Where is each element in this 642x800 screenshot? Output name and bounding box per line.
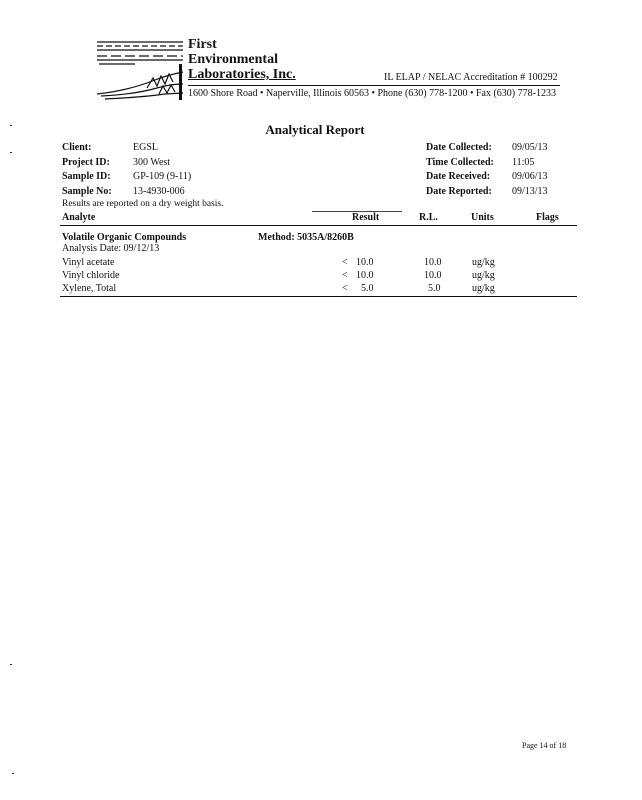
method-text: Method: 5035A/8260B [258, 232, 354, 243]
header-rl: R.L. [419, 212, 438, 223]
table-row-result: 5.0 [361, 283, 374, 294]
scan-mark [10, 664, 12, 665]
company-name-line2: Environmental [188, 52, 278, 67]
report-title: Analytical Report [265, 122, 365, 137]
sample-no-label: Sample No: [62, 185, 112, 197]
header-rule [60, 225, 577, 226]
table-row-result: 10.0 [356, 270, 374, 281]
basis-note: Results are reported on a dry weight basis. [62, 199, 224, 209]
header-units: Units [471, 212, 494, 223]
date-received-label: Date Received: [426, 171, 491, 182]
client-value: EGSL [133, 142, 158, 153]
date-received-value: 09/06/13 [512, 171, 548, 182]
page-number: Page 14 of 18 [522, 741, 567, 750]
table-row-rl: 10.0 [424, 257, 442, 268]
client-label: Client: [62, 142, 92, 153]
sample-no-value: 13-4930-006 [133, 185, 185, 197]
date-reported-value: 09/13/13 [512, 185, 548, 197]
sample-id-label: Sample ID: [62, 171, 111, 182]
company-logo [95, 38, 187, 104]
table-row-analyte: Xylene, Total [62, 283, 117, 294]
time-collected-value: 11:05 [512, 156, 535, 168]
table-row-qualifier: < [342, 270, 348, 281]
header-result: Result [352, 212, 380, 223]
info-right-labels [426, 141, 494, 199]
table-row-units: ug/kg [472, 283, 495, 294]
time-collected-label: Time Collected: [426, 156, 494, 168]
table-row-analyte: Vinyl acetate [62, 257, 115, 268]
company-name-line1: First [188, 37, 217, 52]
header-flags: Flags [536, 212, 559, 223]
table-row-units: ug/kg [472, 257, 495, 268]
project-id-label: Project ID: [62, 156, 110, 168]
date-reported-label: Date Reported: [426, 185, 492, 197]
info-left-labels [62, 141, 112, 199]
table-row-qualifier: < [342, 257, 348, 268]
table-row-rl: 10.0 [424, 270, 442, 281]
project-id-value: 300 West [133, 156, 171, 168]
table-row-result: 10.0 [356, 257, 374, 268]
date-collected-label: Date Collected: [426, 142, 492, 153]
info-left-values [133, 141, 191, 199]
date-collected-value: 09/05/13 [512, 142, 548, 153]
table-row-analyte: Vinyl chloride [62, 270, 120, 281]
scan-mark [10, 125, 12, 126]
letterhead-divider [188, 85, 560, 86]
analysis-date: Analysis Date: 09/12/13 [62, 243, 160, 254]
company-address: 1600 Shore Road • Naperville, Illinois 60563 • Phone (630) 778-1200 • Fax (630) 778-1233 [188, 88, 556, 99]
scan-mark [10, 152, 12, 153]
header-analyte: Analyte [62, 212, 96, 223]
company-name-line3: Laboratories, Inc. [188, 67, 296, 82]
table-row-units: ug/kg [472, 270, 495, 281]
table-row-rl: 5.0 [428, 283, 441, 294]
table-row-qualifier: < [342, 283, 348, 294]
company-name [188, 37, 296, 82]
table-bottom-rule [60, 296, 577, 297]
analyte-group-name: Volatile Organic Compounds [62, 232, 187, 243]
scan-mark [12, 773, 14, 774]
accreditation-text: IL ELAP / NELAC Accreditation # 100292 [384, 72, 558, 83]
sample-id-value: GP-109 (9-11) [133, 171, 192, 182]
info-right-values [512, 141, 548, 199]
